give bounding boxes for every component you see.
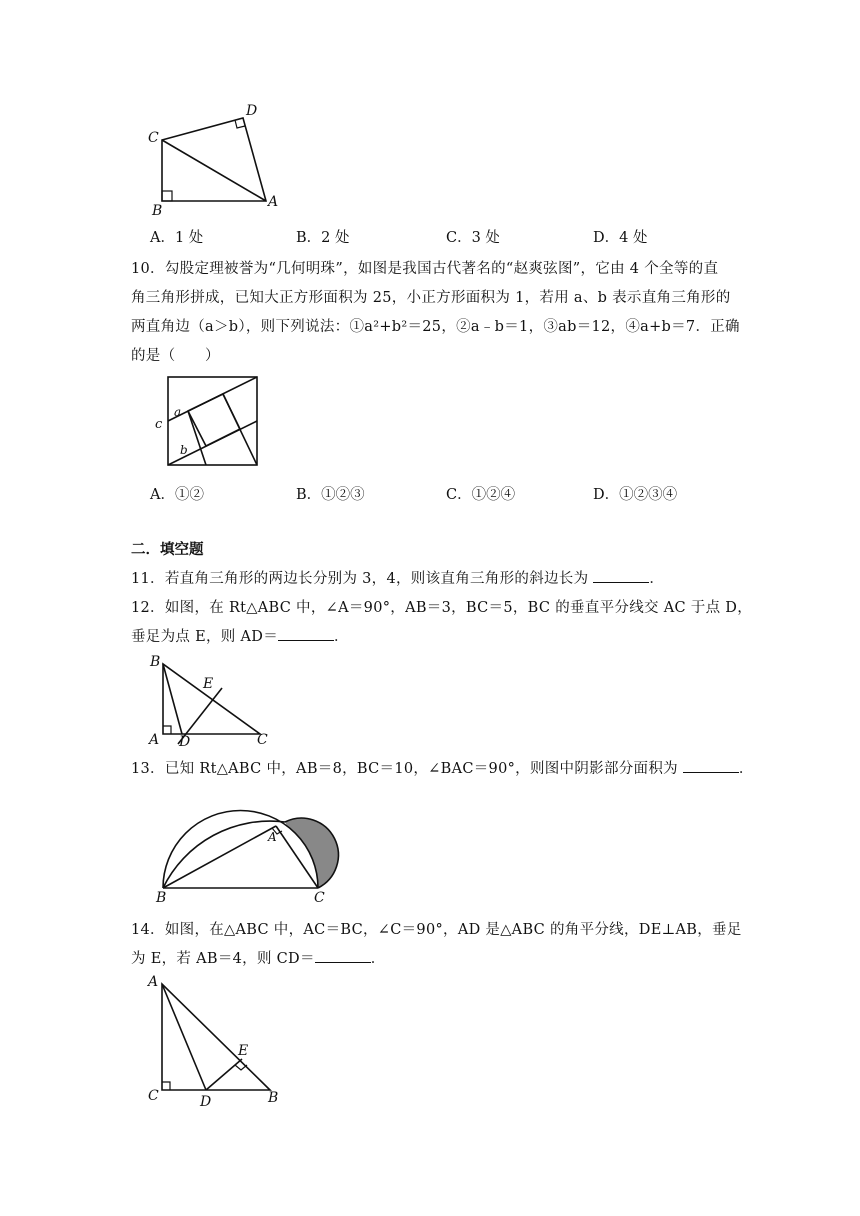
- q9-option-c: C．3 处: [446, 230, 500, 246]
- q12-label-d: D: [179, 734, 191, 750]
- q12-answer-blank[interactable]: [278, 628, 334, 641]
- q10-line-3: 两直角边（a＞b），则下列说法：①a²+b²＝25，②a﹣b＝1，③ab＝12，④a+b＝7．正确: [131, 319, 740, 335]
- q9-label-a: A: [268, 194, 279, 210]
- section-fill-in-title: 二．填空题: [131, 541, 204, 558]
- q14-figure: [142, 972, 292, 1112]
- q13-period: ．: [738, 761, 754, 777]
- q10-zhao-shuang-figure: [150, 372, 265, 470]
- q14-period: ．: [370, 951, 386, 967]
- q14-line-2: [131, 947, 386, 968]
- q12-label-e: E: [203, 676, 214, 692]
- q11-period: ．: [649, 571, 665, 587]
- q11-line: [131, 567, 664, 588]
- q12-label-b: B: [150, 654, 161, 670]
- q11-answer-blank[interactable]: [593, 570, 649, 583]
- q12-period: ．: [334, 629, 349, 645]
- q12-line-2: [131, 625, 349, 646]
- q9-option-b: B．2 处: [296, 230, 350, 246]
- q13-answer-blank[interactable]: [683, 760, 739, 773]
- q13-line: [131, 757, 754, 778]
- q10-line-2: 角三角形拼成，已知大正方形面积为 25，小正方形面积为 1，若用 a、b 表示直角三角形的: [131, 290, 731, 306]
- q13-figure: [150, 782, 345, 907]
- q9-label-b: B: [152, 203, 163, 219]
- q12-line-1: 12．如图，在 Rt△ABC 中，∠A＝90°，AB＝3，BC＝5，BC 的垂直平分线交 AC 于点 D，: [131, 600, 753, 616]
- q13-label-b: B: [156, 890, 167, 906]
- q13-label-c: C: [314, 890, 325, 906]
- q10-label-b: b: [180, 443, 188, 457]
- q9-option-a: A．1 处: [150, 230, 204, 246]
- q9-figure: [140, 100, 290, 220]
- q10-label-a: a: [174, 405, 182, 419]
- q14-label-a: A: [148, 974, 159, 990]
- q10-option-c: C．①②④: [446, 487, 516, 503]
- q12-label-c: C: [257, 732, 268, 748]
- q14-label-c: C: [148, 1088, 159, 1104]
- q9-option-d: D．4 处: [593, 230, 648, 246]
- q14-answer-blank[interactable]: [315, 950, 371, 963]
- q10-option-b: B．①②③: [296, 487, 365, 503]
- q10-option-d: D．①②③④: [593, 487, 678, 503]
- q10-line-4: 的是（ ）: [131, 348, 220, 364]
- q13-label-a: A: [268, 830, 277, 844]
- q14-text: 为 E，若 AB＝4，则 CD＝: [131, 951, 315, 967]
- q10-option-a: A．①②: [150, 487, 204, 503]
- q12-label-a: A: [149, 732, 160, 748]
- q14-label-e: E: [238, 1043, 249, 1059]
- q11-text: 11．若直角三角形的两边长分别为 3，4，则该直角三角形的斜边长为: [131, 571, 594, 587]
- q12-figure: [145, 652, 275, 750]
- q14-label-b: B: [268, 1090, 279, 1106]
- q9-label-c: C: [148, 130, 159, 146]
- q10-label-c: c: [155, 417, 163, 432]
- q9-label-d: D: [246, 103, 258, 119]
- q14-line-1: 14．如图，在△ABC 中，AC＝BC，∠C＝90°，AD 是△ABC 的角平分线，DE⊥AB，垂足: [131, 922, 742, 938]
- q12-text: 垂足为点 E，则 AD＝: [131, 629, 278, 645]
- q14-label-d: D: [200, 1094, 212, 1110]
- q13-text: 13．已知 Rt△ABC 中，AB＝8，BC＝10，∠BAC＝90°，则图中阴影部分面积为: [131, 761, 683, 777]
- q10-line-1: 10．勾股定理被誉为“几何明珠”，如图是我国古代著名的“赵爽弦图”，它由 4 个全等的直: [131, 261, 719, 277]
